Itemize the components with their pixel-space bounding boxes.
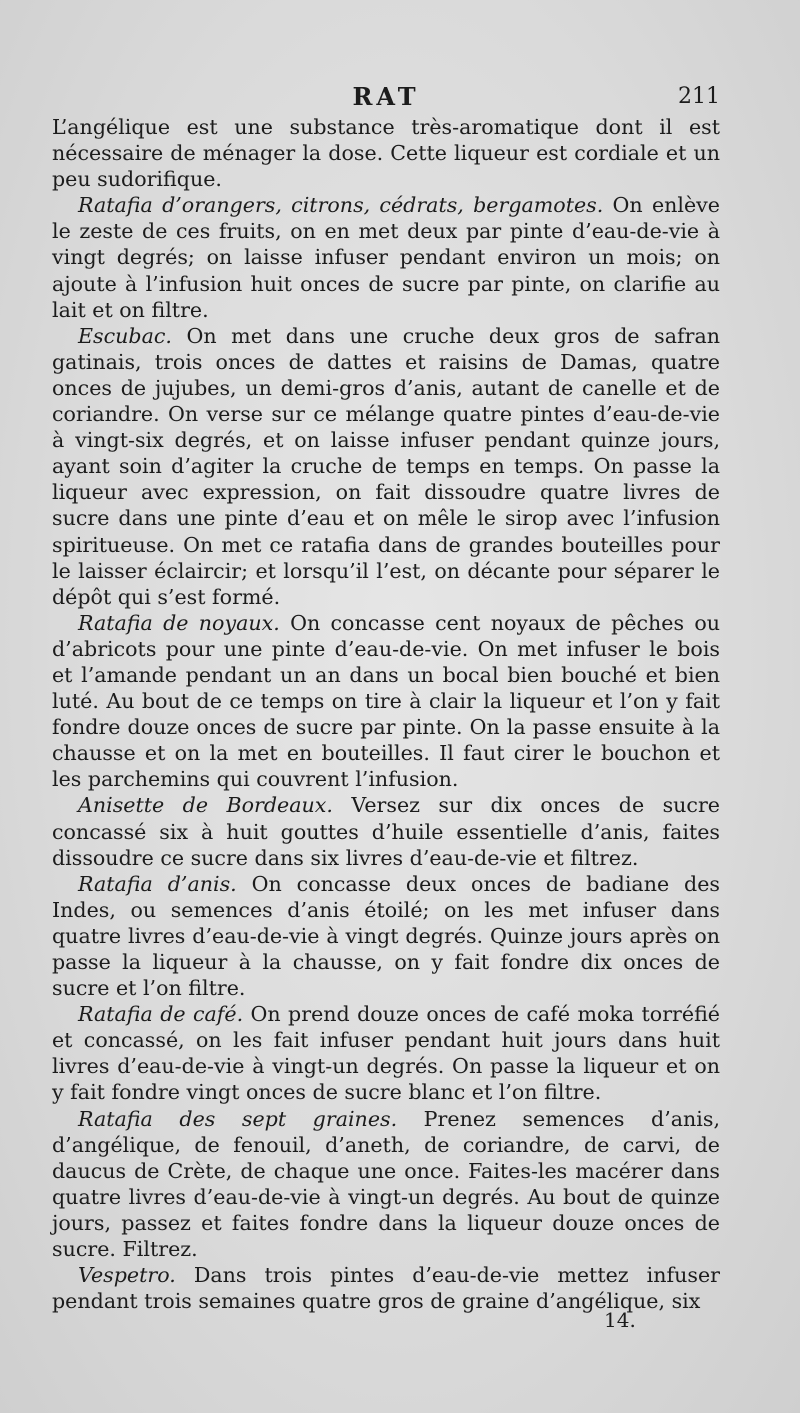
paragraph-lead: Anisette de Bordeaux.	[78, 793, 333, 818]
running-head: RAT	[352, 82, 420, 111]
paragraph	[52, 792, 720, 870]
paragraph-text: On met dans une cruche deux gros de safran gatinais, trois onces de dattes et raisins de Damas, quatre onces de jujubes, un demi-gros d’anis, autant de canelle et de coriandre. On verse sur ce mélange quatre pintes d’eau-de-vie à vingt-six degrés, et on laisse infuser pendant quinze jours, ayant soin d’agiter la cruche de temps en temps. On passe la liqueur avec expression, on fait dissoudre quatre livres de sucre dans une pinte d’eau et on mêle le sirop avec l’infusion spiritueuse. On met ce ratafia dans de grandes bouteilles pour le laisser éclaircir; et lorsqu’il l’est, on décante pour séparer le dépôt qui s’est formé.	[52, 323, 720, 609]
paragraph-lead: Escubac.	[78, 323, 172, 348]
paragraph-lead: Ratafia d’anis.	[78, 871, 237, 896]
paragraph-text: Prenez semences d’anis, d’angélique, de fenouil, d’aneth, de coriandre, de carvi, de daucus de Crète, de chaque une once. Faites-les macérer dans quatre livres d’eau-de-vie à vingt-un degrés. Au bout de quinze jours, passez et faites fondre dans la liqueur douze onces de sucre. Filtrez.	[52, 1106, 720, 1262]
paragraph-text: Versez sur dix onces de sucre concassé six à huit gouttes d’huile essentielle d’anis, faites dissoudre ce sucre dans six livres d’eau-de-vie et filtrez.	[52, 793, 720, 870]
paragraph	[52, 1001, 720, 1105]
paragraph-lead: Ratafia d’orangers, citrons, cédrats, bergamotes.	[78, 193, 604, 218]
paragraph-text: On concasse deux onces de badiane des Indes, ou semences d’anis étoilé; on les met infuser dans quatre livres d’eau-de-vie à vingt degrés. Quinze jours après on passe la liqueur à la chausse, on y fait fondre dix onces de sucre et l’on filtre.	[52, 871, 720, 1001]
paragraph-lead: Ratafia des sept graines.	[78, 1106, 398, 1131]
page-number: 211	[678, 84, 720, 109]
paragraph	[52, 192, 720, 322]
paragraph-text: On prend douze onces de café moka torréfié et concassé, on les fait infuser pendant huit jours dans huit livres d’eau-de-vie à vingt-un degrés. On passe la liqueur et on y fait fondre vingt onces de sucre blanc et l’on filtre.	[52, 1002, 720, 1105]
paragraph	[52, 1106, 720, 1263]
paragraph-lead: Vespetro.	[78, 1263, 176, 1288]
paragraph	[52, 323, 720, 610]
paragraph	[52, 114, 720, 192]
paragraph	[52, 871, 720, 1001]
printer-signature: 14.	[604, 1308, 636, 1332]
paragraph-text: On concasse cent noyaux de pêches ou d’abricots pour une pinte d’eau-de-vie. On met infuser le bois et l’amande pendant un an dans un bocal bien bouché et bien luté. Au bout de ce temps on tire à clair la liqueur et l’on y fait fondre douze onces de sucre par pinte. On la passe ensuite à la chausse et on la met en bouteilles. Il faut cirer le bouchon et les parchemins qui couvrent l’infusion.	[52, 610, 720, 792]
body-text	[52, 114, 720, 1314]
paragraph	[52, 1262, 720, 1314]
paragraph-lead: Ratafia de noyaux.	[78, 610, 280, 635]
paragraph-text: Dans trois pintes d’eau-de-vie mettez infuser pendant trois semaines quatre gros de graine d’angélique, six	[52, 1263, 720, 1314]
paragraph-lead: Ratafia de café.	[78, 1002, 244, 1027]
paragraph-text: On enlève le zeste de ces fruits, on en met deux par pinte d’eau-de-vie à vingt degrés; on laisse infuser pendant environ un mois; on ajoute à l’infusion huit onces de sucre par pinte, on clarifie au lait et on filtre.	[52, 193, 720, 322]
paragraph-text: L’angélique est une substance très-aromatique dont il est nécessaire de ménager la dose. Cette liqueur est cordiale et un peu sudorifique.	[52, 115, 720, 192]
paragraph	[52, 610, 720, 793]
